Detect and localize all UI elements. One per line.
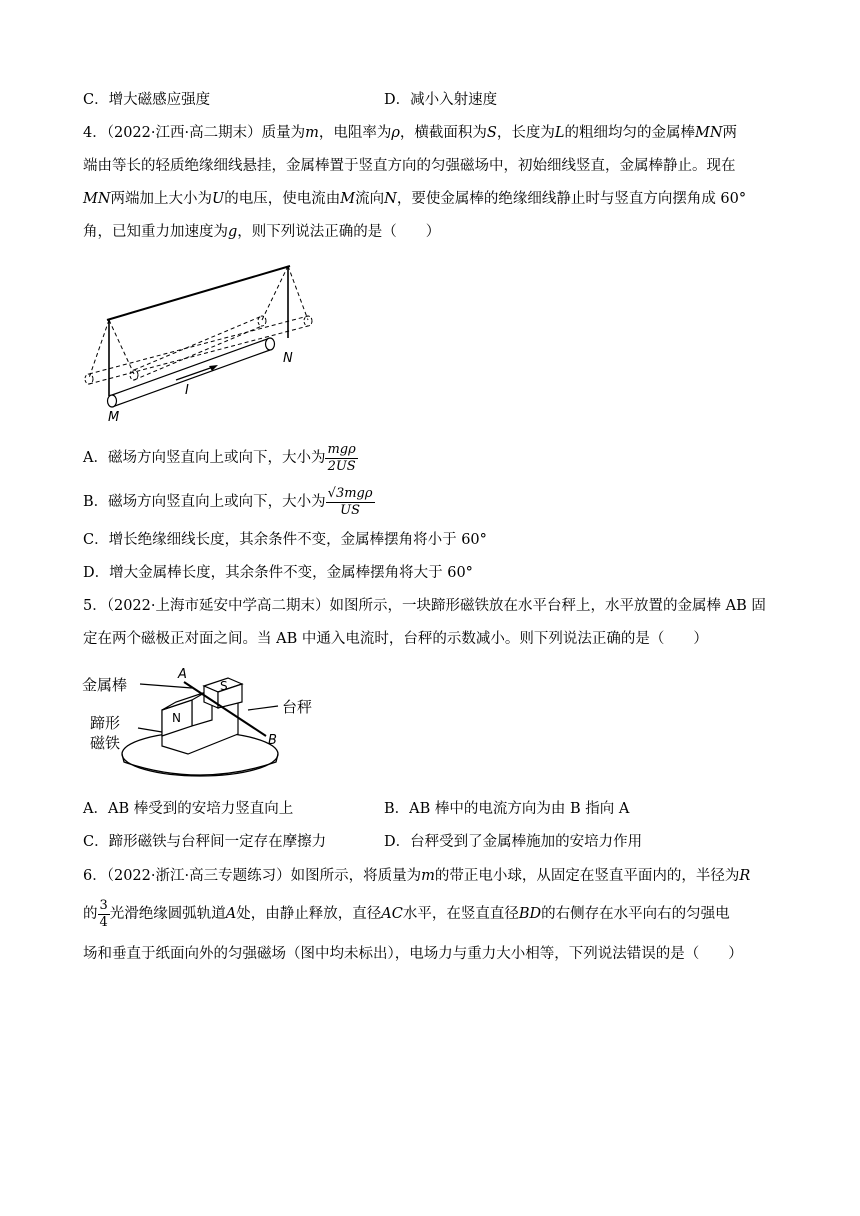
label-scale: 台秤	[282, 698, 313, 716]
label-N-pole: N	[172, 711, 181, 725]
label-S: S	[220, 679, 228, 693]
q5-stem-line1: 5．（2022·上海市延安中学高二期末）如图所示，一块蹄形磁铁放在水平台秤上，水平放置的金属棒 AB 固	[83, 598, 766, 614]
label-rod: 金属棒	[82, 676, 128, 694]
q6-stem-line2: 的 $\frac{3}{4}$ 光滑绝缘圆弧轨道A处，由静止释放，直径AC水平，在竖直直径BD的右侧存在水平向右的匀强电	[83, 897, 730, 930]
q4-stem-line4: 角，已知重力加速度为g，则下列说法正确的是（ ）	[83, 224, 441, 240]
q4-option-a: A．磁场方向竖直向上或向下，大小为 $\frac{\text{mgρ}}{2US}$	[83, 441, 356, 474]
q5-option-c: C．蹄形磁铁与台秤间一定存在摩擦力	[83, 834, 327, 850]
q5-magnet-diagram	[80, 662, 340, 786]
q3-option-c: C．增大磁感应强度	[83, 92, 211, 108]
label-magnet1: 蹄形	[90, 714, 121, 732]
q4-stem-line2: 端由等长的轻质绝缘细线悬挂，金属棒置于竖直方向的匀强磁场中，初始细线竖直，金属棒静止。现在	[83, 158, 736, 174]
label-B: B	[268, 733, 277, 748]
q4-stem-line3: MN两端加上大小为U的电压，使电流由M流向N，要使金属棒的绝缘细线静止时与竖直方向摆角成 60°	[83, 191, 747, 207]
label-N: N	[283, 351, 293, 366]
q3-option-d: D．减小入射速度	[384, 92, 498, 108]
q5-option-a: A．AB 棒受到的安培力竖直向上	[83, 801, 294, 817]
q6-stem-line3: 场和垂直于纸面向外的匀强磁场（图中均未标出），电场力与重力大小相等，下列说法错误的是（ ）	[83, 946, 743, 962]
q4-option-b: B．磁场方向竖直向上或向下，大小为 $\frac{\text{√3mgρ}}{US}$	[83, 485, 373, 518]
q5-stem-line2: 定在两个磁极正对面之间。当 AB 中通入电流时，台秤的示数减小。则下列说法正确的是（ ）	[83, 631, 708, 647]
q5-option-d: D．台秤受到了金属棒施加的安培力作用	[384, 834, 643, 850]
q5-option-b: B．AB 棒中的电流方向为由 B 指向 A	[384, 801, 630, 817]
label-magnet2: 磁铁	[90, 734, 121, 752]
q4-stem-line1: 4．（2022·江西·高二期末）质量为m，电阻率为ρ，横截面积为S，长度为L的粗细均匀的金属棒MN两	[83, 125, 738, 141]
q4-rod-diagram	[80, 258, 320, 428]
label-M: M	[108, 410, 120, 425]
label-I: I	[185, 383, 189, 398]
label-A: A	[178, 667, 187, 682]
q4-option-d: D．增大金属棒长度，其余条件不变，金属棒摆角将大于 60°	[83, 565, 473, 581]
q4-option-c: C．增长绝缘细线长度，其余条件不变，金属棒摆角将小于 60°	[83, 532, 487, 548]
q6-stem-line1: 6．（2022·浙江·高三专题练习）如图所示，将质量为m的带正电小球，从固定在竖直平面内的，半径为R	[83, 868, 751, 884]
